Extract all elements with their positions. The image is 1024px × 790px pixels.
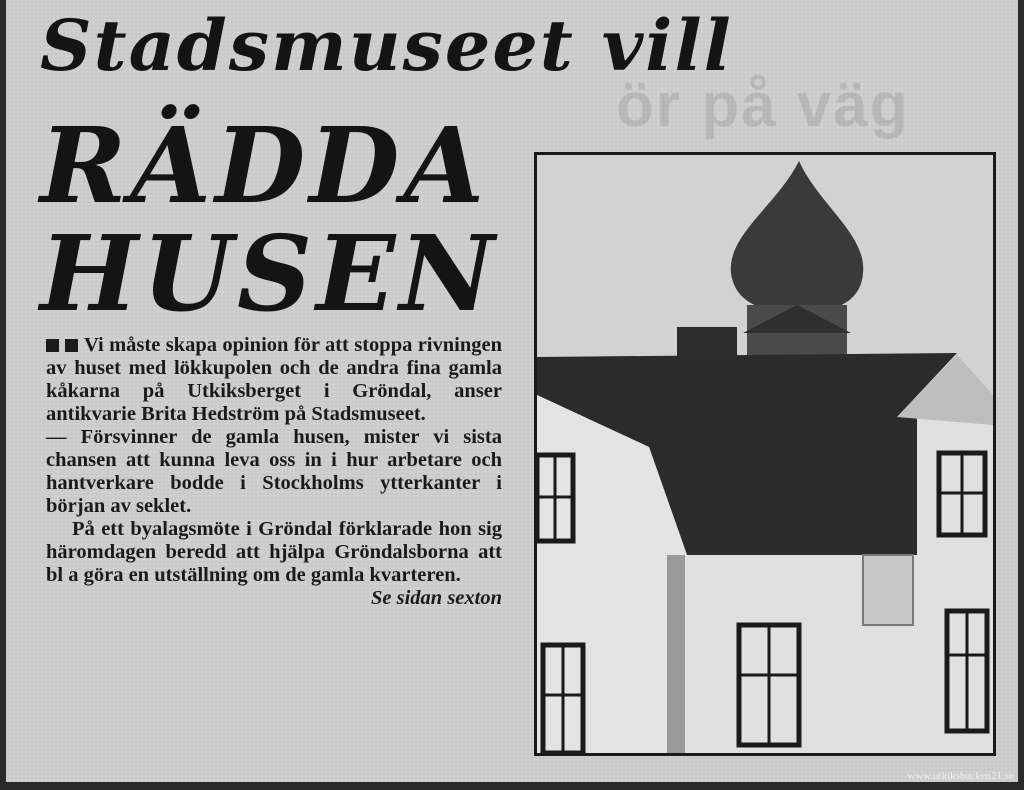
article-paragraph-2: — Försvinner de gamla husen, mister vi sista chansen att kunna leva oss in i hur arbetare och hantverkare bodde i Stockholms ytterkanter i början av seklet.	[46, 426, 502, 517]
bullet-square-icon	[46, 339, 59, 352]
paragraph-text: Vi måste skapa opinion för att stoppa rivningen av huset med lökkupolen och de andra fina gamla kåkarna på Utkiksberget i Gröndal, anser antikvarie Brita Hedström på Stadsmuseet.	[46, 334, 502, 425]
bullet-square-icon	[65, 339, 78, 352]
headline-line-1: Stadsmuseet vill	[40, 4, 733, 87]
article-body	[46, 334, 502, 610]
photo-house	[534, 152, 996, 756]
newspaper-clipping	[6, 0, 1018, 782]
bleed-through-text: ör på väg	[616, 71, 910, 140]
house-illustration	[537, 155, 993, 753]
headline-line-2: RÄDDA	[40, 104, 489, 227]
paragraph-text: På ett byalagsmöte i Gröndal förklarade hon sig häromdagen beredd att hjälpa Gröndalsborna att bl a göra en utställning om de gamla kvarteren.	[46, 518, 502, 586]
article-paragraph-1	[46, 334, 502, 426]
continuation-note: Se sidan sexton	[371, 587, 502, 609]
source-credit: www.utkiksbacken21.se	[907, 770, 1014, 782]
article-paragraph-3	[46, 518, 502, 609]
headline-line-3: HUSEN	[40, 212, 499, 335]
